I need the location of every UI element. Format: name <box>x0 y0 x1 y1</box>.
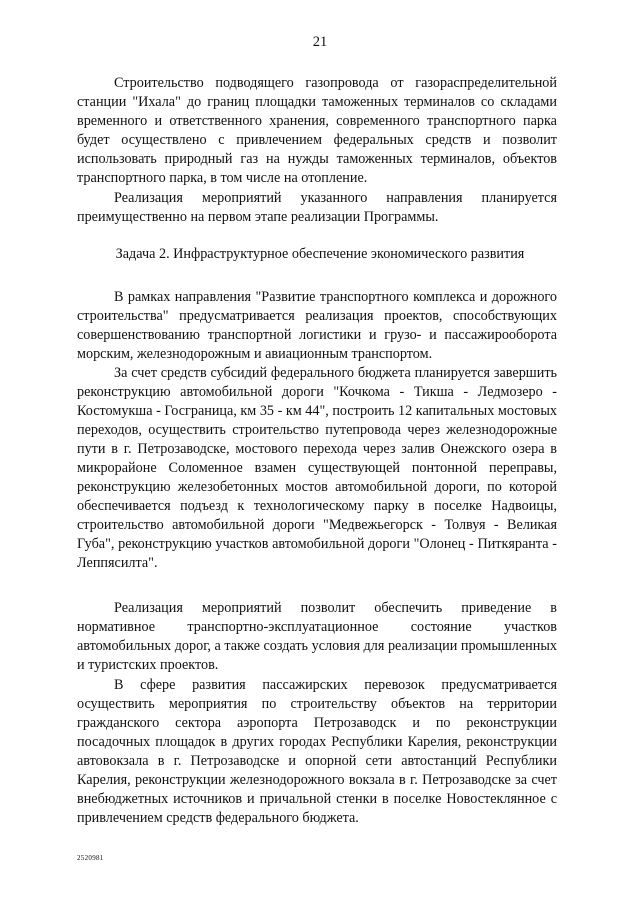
paragraph-transport-direction: В рамках направления "Развитие транспортного комплекса и дорожного строительства" предусматривается реализация проектов, способствующих совершенствованию транспортной логистики и грузо- и пассажирооборота морским, железнодорожным и авиационным транспортом. <box>77 289 557 362</box>
section-heading: Задача 2. Инфраструктурное обеспечение экономического развития <box>115 246 525 262</box>
paragraph-road-results: Реализация мероприятий позволит обеспечить приведение в нормативное транспортно-эксплуатационное состояние участков автомобильных дорог, а также создать условия для реализации промышленных и туристских проектов. <box>77 600 557 673</box>
paragraph-implementation-stage: Реализация мероприятий указанного направления планируется преимущественно на первом этапе реализации Программы. <box>77 190 557 225</box>
document-code: 2520981 <box>77 854 104 862</box>
paragraph-passenger-transport: В сфере развития пассажирских перевозок предусматривается осуществить мероприятия по строительству объектов на территории гражданского сектора аэропорта Петрозаводск и по реконструкции посадочных площадок в других городах Республики Карелия, реконструкции автовокзала в г. Петрозаводске и опорной сети автостанций Республики Карелия, реконструкции железнодорожного вокзала в г. Петрозаводске за счет внебюджетных источников и причальной стенки в поселке Новостеклянное с привлечением средств федерального бюджета. <box>77 677 557 826</box>
page-number: 21 <box>312 34 328 50</box>
paragraph-federal-subsidies: За счет средств субсидий федерального бюджета планируется завершить реконструкцию автомобильной дороги "Кочкома - Тикша - Ледмозеро - Костомукша - Госграница, км 35 - км 44", построить 12 капитальных мостовых переходов, осуществить строительство путепровода через железнодорожные пути в г. Петрозаводске, мостового перехода через залив Онежского озера в микрорайоне Соломенное взамен существующей понтонной переправы, реконструкцию железобетонных мостов автомобильной дороги, по которой обеспечивается подъезд к технологическому парку в поселке Надвоицы, строительство автомобильной дороги "Медвежьегорск - Толвуя - Великая Губа", реконструкцию участков автомобильной дороги "Олонец - Питкяранта - Леппясилта". <box>77 365 558 571</box>
paragraph-gas-pipeline: Строительство подводящего газопровода от газораспределительной станции "Ихала" до границ площадки таможенных терминалов со складами временного и ответственного хранения, современного транспортного парка будет осуществлено с привлечением федеральных средств и позволит использовать природный газ на нужды таможенных терминалов, объектов транспортного парка, в том числе на отопление. <box>77 75 557 186</box>
